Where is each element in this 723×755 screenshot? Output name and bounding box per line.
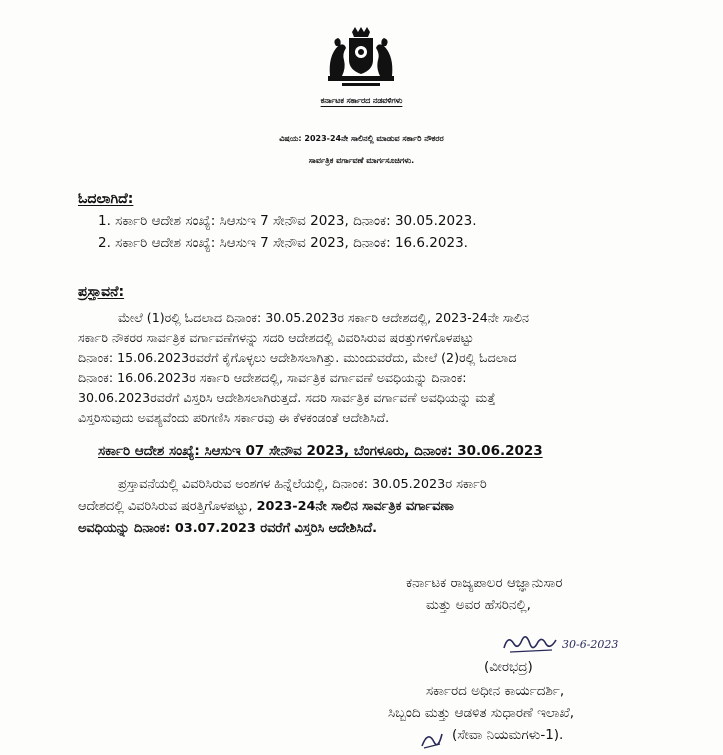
order-line: ಪ್ರಸ್ತಾವನೆಯಲ್ಲಿ ವಿವರಿಸಿರುವ ಅಂಶಗಳ ಹಿನ್ನೆಲೆಯಲ್ಲಿ, ದಿನಾಂಕ: 30.05.2023ರ ಸರ್ಕಾರಿ [118,477,487,492]
order-line-plain: ಆದೇಶದಲ್ಲಿ ವಿವರಿಸಿರುವ ಷರತ್ತಿಗೊಳಪಟ್ಟು, [78,499,257,514]
subject-line-2: ಸಾರ್ವತ್ರಿಕ ವರ್ಗಾವಣೆ ಮಾರ್ಗಸೂಚಿಗಳು. [308,156,415,165]
pen-mark-icon [418,726,446,752]
signature-authority-line: ಕರ್ನಾಟಕ ರಾಜ್ಯಪಾಲರ ಆಜ್ಞಾನುಸಾರ [406,575,563,591]
document-title: ಕರ್ನಾಟಕ ಸರ್ಕಾರದ ನಡವಳಿಗಳು [320,96,403,105]
karnataka-state-emblem-icon [322,26,400,88]
preamble-line: ಮೇಲೆ (1)ರಲ್ಲಿ ಓದಲಾದ ದಿನಾಂಕ: 30.05.2023ರ ಸರ್ಕಾರಿ ಆದೇಶದಲ್ಲಿ, 2023-24ನೇ ಸಾಲಿನ [118,310,530,325]
order-line [78,498,454,516]
order-heading: ಸರ್ಕಾರಿ ಆದೇಶ ಸಂಖ್ಯೆ: ಸಿಆಸುಇ 07 ಸೇನೌವ 2023, ಬೆಂಗಳೂರು, ದಿನಾಂಕ: 30.06.2023 [98,443,543,459]
reference-item: 2. ಸರ್ಕಾರಿ ಆದೇಶ ಸಂಖ್ಯೆ: ಸಿಆಸುಇ 7 ಸೇನೌವ 2023, ದಿನಾಂಕ: 16.6.2023. [98,235,468,251]
order-line-emphasis: ಅವಧಿಯನ್ನು ದಿನಾಂಕ: 03.07.2023 ರವರೆಗೆ ವಿಸ್ತರಿಸಿ ಆದೇಶಿಸಿದೆ. [78,521,377,536]
signatory-name: (ವೀರಭದ್ರ) [484,659,533,675]
preamble-heading: ಪ್ರಸ್ತಾವನೆ: [78,284,125,300]
preamble-line: ದಿನಾಂಕ: 15.06.2023ರವರೆಗೆ ಕೈಗೊಳ್ಳಲು ಆದೇಶಿಸಲಾಗಿತ್ತು. ಮುಂದುವರೆದು, ಮೇಲೆ (2)ರಲ್ಲಿ ಓದಲಾದ [78,350,517,365]
preamble-line: ವಿಸ್ತರಿಸುವುದು ಅವಶ್ಯವೆಂದು ಪರಿಗಣಿಸಿ ಸರ್ಕಾರವು ಈ ಕೆಳಕಂಡಂತೆ ಆದೇಶಿಸಿದೆ. [78,410,390,425]
preamble-line: ಸರ್ಕಾರಿ ನೌಕರರ ಸಾರ್ವತ್ರಿಕ ವರ್ಗಾವಣೆಗಳನ್ನು ಸದರಿ ಆದೇಶದಲ್ಲಿ ವಿವರಿಸಿರುವ ಷರತ್ತುಗಳಿಗೊಳಪಟ್ಟು [78,330,474,345]
preamble-line: ದಿನಾಂಕ: 16.06.2023ರ ಸರ್ಕಾರಿ ಆದೇಶದಲ್ಲಿ, ಸಾರ್ವತ್ರಿಕ ವರ್ಗಾವಣೆ ಅವಧಿಯನ್ನು ದಿನಾಂಕ: [78,370,467,385]
signatory-designation: ಸರ್ಕಾರದ ಅಧೀನ ಕಾರ್ಯದರ್ಶಿ, [426,683,565,699]
references-heading: ಓದಲಾಗಿದೆ: [78,191,134,207]
preamble-line: 30.06.2023ರವರೆಗೆ ವಿಸ್ತರಿಸಿ ಆದೇಶಿಸಲಾಗಿರುತ್ತದೆ. ಸದರಿ ಸಾರ್ವತ್ರಿಕ ವರ್ಗಾವಣೆ ಅವಧಿಯನ್ನು ಮತ್ತೆ [78,390,496,405]
signatory-section: (ಸೇವಾ ನಿಯಮಗಳು-1). [452,727,564,743]
signatory-department: ಸಿಬ್ಬಂದಿ ಮತ್ತು ಆಡಳಿತ ಸುಧಾರಣೆ ಇಲಾಖೆ, [388,705,575,721]
signature-authority-line: ಮತ್ತು ಅವರ ಹೆಸರಿನಲ್ಲಿ, [426,597,531,613]
reference-item: 1. ಸರ್ಕಾರಿ ಆದೇಶ ಸಂಖ್ಯೆ: ಸಿಆಸುಇ 7 ಸೇನೌವ 2023, ದಿನಾಂಕ: 30.05.2023. [98,213,477,229]
handwritten-signature-icon [500,630,562,656]
handwritten-date: 30-6-2023 [562,638,619,651]
order-line-emphasis: 2023-24ನೇ ಸಾಲಿನ ಸಾರ್ವತ್ರಿಕ ವರ್ಗಾವಣಾ [256,499,454,514]
subject-line-1: ವಿಷಯ: 2023-24ನೇ ಸಾಲಿನಲ್ಲಿ ಮಾಡುವ ಸರ್ಕಾರಿ ನೌಕರರ [279,134,444,143]
